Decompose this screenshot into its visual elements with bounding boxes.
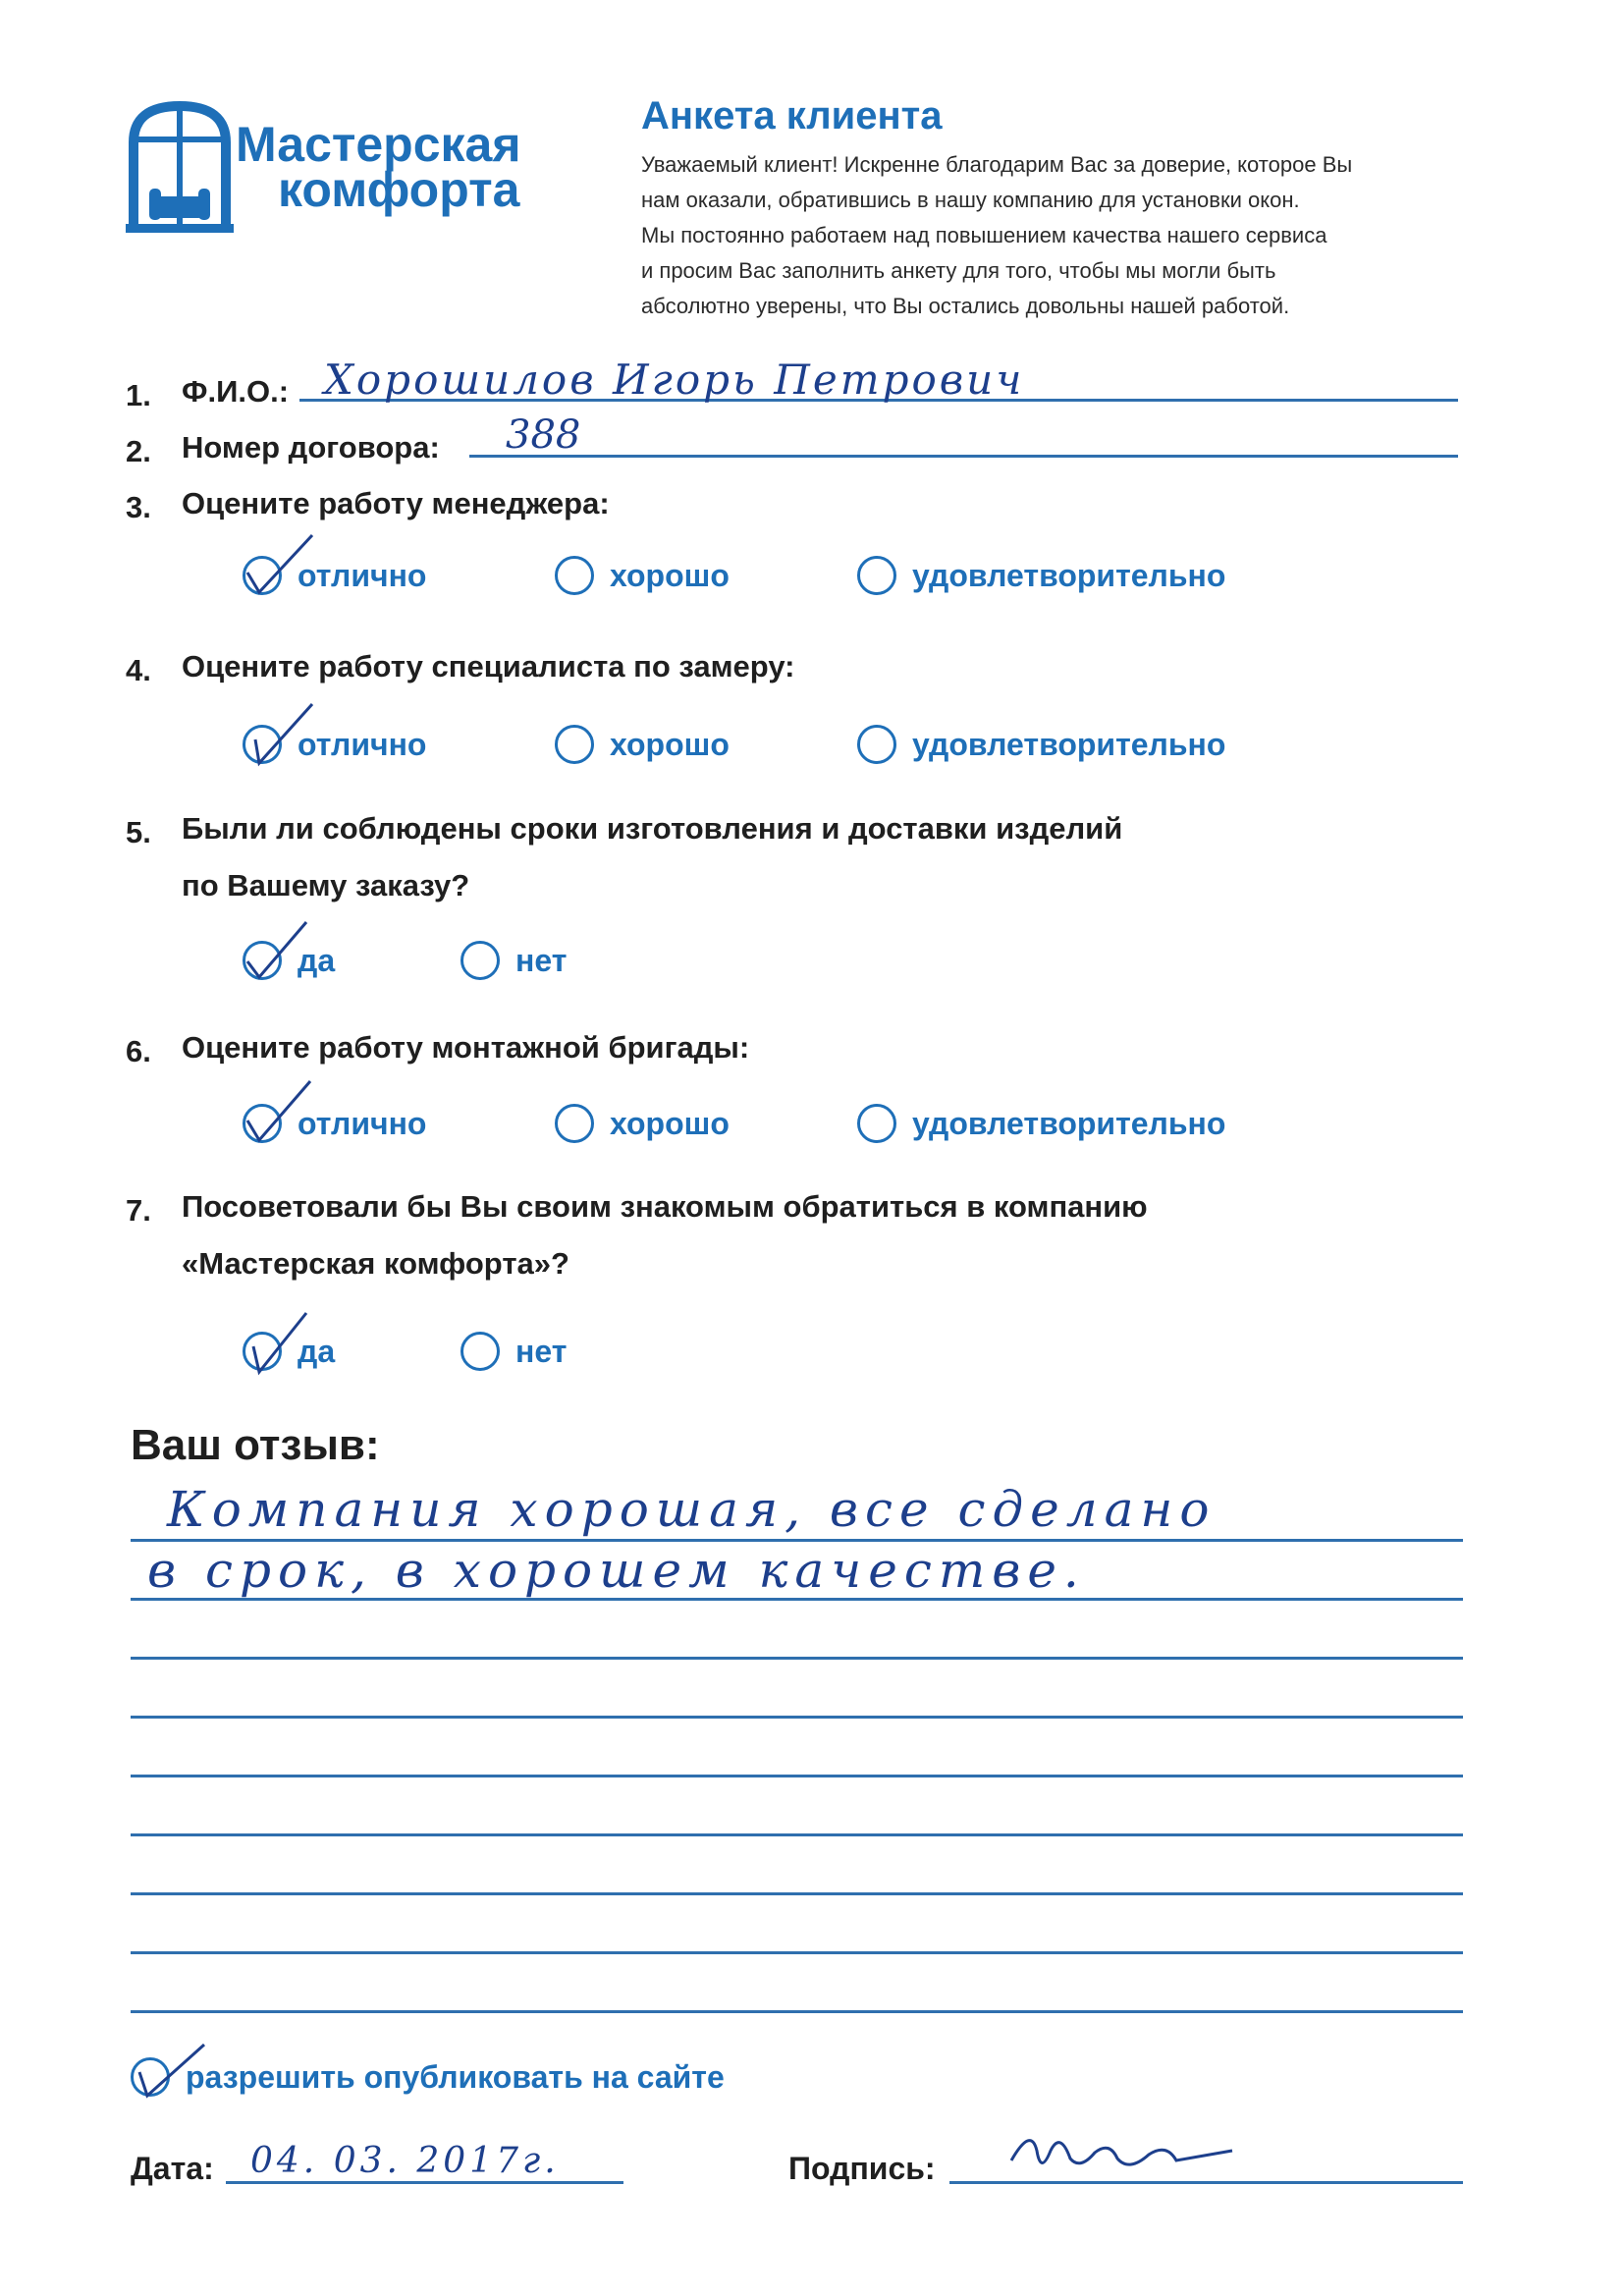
- checkmark-icon: [130, 2033, 208, 2102]
- q7-number: 7.: [126, 1193, 151, 1228]
- option-label: хорошо: [610, 557, 730, 593]
- radio-circle[interactable]: [555, 556, 594, 595]
- date-line: [226, 2181, 623, 2184]
- company-logo: [126, 98, 558, 246]
- option-label: хорошо: [610, 1105, 730, 1141]
- option-label: да: [298, 1333, 336, 1369]
- feedback-text-line[interactable]: в срок, в хорошем качестве.: [147, 1542, 1086, 1599]
- checkmark-icon: [242, 916, 320, 985]
- q2-answer-line: [469, 455, 1458, 458]
- option-label: да: [298, 942, 336, 978]
- option-label: удовлетворительно: [912, 726, 1226, 762]
- feedback-title: Ваш отзыв:: [131, 1421, 380, 1469]
- intro-paragraph: [641, 147, 1525, 324]
- q1-label: Ф.И.О.:: [182, 374, 290, 409]
- radio-circle[interactable]: [857, 1104, 896, 1143]
- q7-label-line: Посоветовали бы Вы своим знакомым обратиться в компанию: [182, 1189, 1148, 1224]
- radio-circle[interactable]: [243, 941, 282, 980]
- q6-label: Оцените работу монтажной бригады:: [182, 1030, 750, 1065]
- q4-option-excellent[interactable]: [243, 725, 426, 764]
- brand-line-1: Мастерская: [236, 117, 521, 172]
- radio-circle[interactable]: [555, 725, 594, 764]
- radio-circle[interactable]: [460, 1332, 500, 1371]
- q2-label: Номер договора:: [182, 430, 440, 465]
- q5-option-yes[interactable]: [243, 941, 335, 980]
- radio-circle[interactable]: [243, 1104, 282, 1143]
- q5-label-line: Были ли соблюдены сроки изготовления и доставки изделий: [182, 811, 1123, 846]
- q4-number: 4.: [126, 653, 151, 687]
- q2-answer[interactable]: 388: [506, 412, 581, 458]
- q5-label-line: по Вашему заказу?: [182, 868, 470, 902]
- intro-line: Мы постоянно работаем над повышением качества нашего сервиса: [641, 223, 1327, 247]
- option-label: удовлетворительно: [912, 557, 1226, 593]
- option-label: отлично: [298, 557, 427, 593]
- q3-option-excellent[interactable]: [243, 556, 426, 595]
- radio-circle[interactable]: [243, 725, 282, 764]
- intro-line: и просим Вас заполнить анкету для того, чтобы мы могли быть: [641, 258, 1276, 283]
- option-label: нет: [515, 1333, 568, 1369]
- signature-image: [1001, 2121, 1237, 2190]
- signature-label: Подпись:: [788, 2151, 936, 2186]
- q2-number: 2.: [126, 434, 151, 468]
- feedback-text-line[interactable]: Компания хорошая, все сделано: [167, 1481, 1217, 1538]
- q7-label: [182, 1178, 1148, 1292]
- radio-circle[interactable]: [857, 556, 896, 595]
- brand-line-2: комфорта: [278, 162, 520, 217]
- feedback-line: [131, 2010, 1463, 2013]
- page-title: Анкета клиента: [641, 94, 943, 137]
- date-value[interactable]: 04. 03. 2017г.: [250, 2141, 560, 2181]
- feedback-line: [131, 1833, 1463, 1836]
- radio-circle[interactable]: [131, 2057, 170, 2097]
- feedback-line: [131, 1657, 1463, 1660]
- q6-number: 6.: [126, 1034, 151, 1068]
- q7-label-line: «Мастерская комфорта»?: [182, 1246, 569, 1281]
- radio-circle[interactable]: [460, 941, 500, 980]
- publish-checkbox[interactable]: [131, 2057, 725, 2097]
- q3-number: 3.: [126, 490, 151, 524]
- feedback-line: [131, 1716, 1463, 1719]
- option-label: отлично: [298, 1105, 427, 1141]
- q5-option-no[interactable]: [460, 941, 567, 980]
- checkmark-icon: [242, 531, 320, 600]
- publish-label: разрешить опубликовать на сайте: [186, 2058, 725, 2095]
- q4-option-good[interactable]: [555, 725, 730, 764]
- checkmark-icon: [242, 1307, 320, 1376]
- q6-option-excellent[interactable]: [243, 1104, 426, 1143]
- feedback-line: [131, 1951, 1463, 1954]
- radio-circle[interactable]: [243, 1332, 282, 1371]
- q5-label: [182, 800, 1122, 914]
- option-label: удовлетворительно: [912, 1105, 1226, 1141]
- radio-circle[interactable]: [857, 725, 896, 764]
- radio-circle[interactable]: [243, 556, 282, 595]
- q6-option-satisfactory[interactable]: [857, 1104, 1225, 1143]
- intro-line: Уважаемый клиент! Искренне благодарим Вас за доверие, которое Вы: [641, 152, 1353, 177]
- feedback-line: [131, 1775, 1463, 1777]
- checkmark-icon: [242, 1079, 320, 1148]
- q3-option-good[interactable]: [555, 556, 730, 595]
- radio-circle[interactable]: [555, 1104, 594, 1143]
- q5-number: 5.: [126, 815, 151, 849]
- q1-number: 1.: [126, 378, 151, 412]
- date-label: Дата:: [131, 2151, 214, 2186]
- intro-line: нам оказали, обратившись в нашу компанию для установки окон.: [641, 188, 1300, 212]
- feedback-line: [131, 1892, 1463, 1895]
- q6-option-good[interactable]: [555, 1104, 730, 1143]
- q4-option-satisfactory[interactable]: [857, 725, 1225, 764]
- q4-label: Оцените работу специалиста по замеру:: [182, 649, 795, 683]
- q7-option-yes[interactable]: [243, 1332, 335, 1371]
- q1-answer[interactable]: Хорошилов Игорь Петрович: [324, 355, 1025, 404]
- intro-line: абсолютно уверены, что Вы остались довольны нашей работой.: [641, 294, 1290, 318]
- q3-label: Оцените работу менеджера:: [182, 486, 610, 520]
- option-label: хорошо: [610, 726, 730, 762]
- checkmark-icon: [242, 700, 320, 769]
- q3-option-satisfactory[interactable]: [857, 556, 1225, 595]
- option-label: нет: [515, 942, 568, 978]
- window-sofa-icon: [126, 98, 234, 241]
- q7-option-no[interactable]: [460, 1332, 567, 1371]
- option-label: отлично: [298, 726, 427, 762]
